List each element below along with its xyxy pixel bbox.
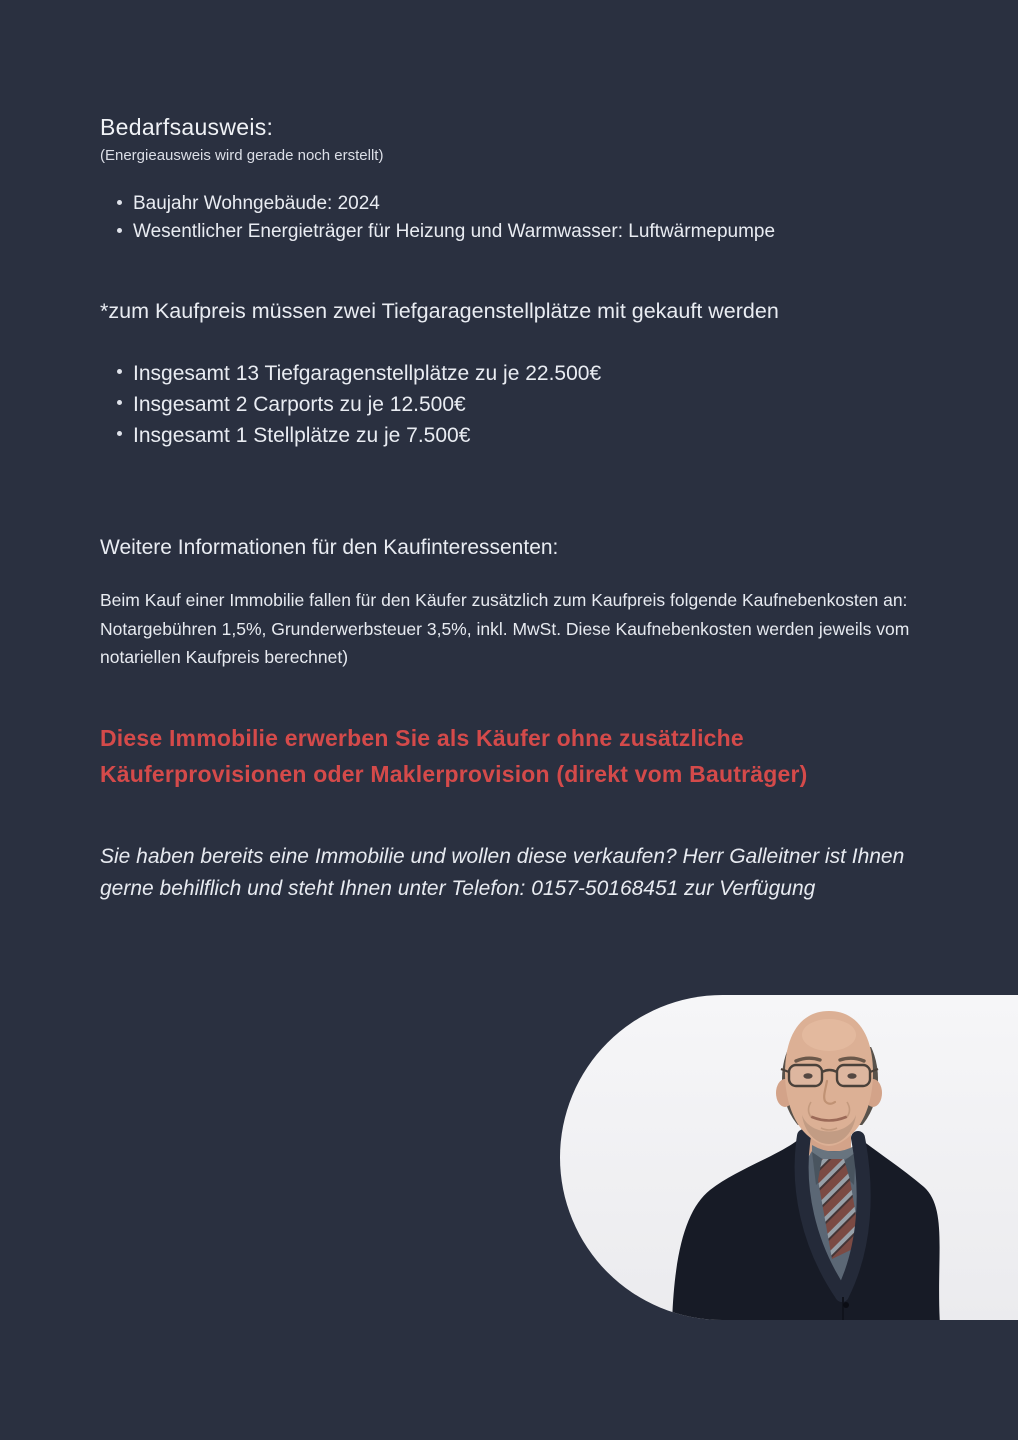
text-line: Beim Kauf einer Immobilie fallen für den Käufer zusätzlich zum Kaufpreis folgende Kaufnebenkosten an: [100, 590, 908, 610]
buyer-info-title: Weitere Informationen für den Kaufinteressenten: [100, 536, 559, 559]
commission-highlight [100, 720, 960, 792]
text-line: gerne behilflich und steht Ihnen unter Telefon: 0157-50168451 zur Verfügung [100, 877, 816, 900]
agent-cardigan [672, 1135, 940, 1320]
list-item: Insgesamt 1 Stellplätze zu je 7.500€ [100, 420, 601, 451]
text-line: Diese Immobilie erwerben Sie als Käufer ohne zusätzliche [100, 725, 744, 751]
buyer-info-body [100, 586, 1000, 672]
agent-photo [560, 995, 1018, 1320]
energy-certificate-list [100, 190, 775, 246]
list-item: Insgesamt 13 Tiefgaragenstellplätze zu je 22.500€ [100, 358, 601, 389]
parking-list [100, 358, 601, 451]
text-line: Käuferprovisionen oder Maklerprovision (direkt vom Bauträger) [100, 761, 808, 787]
agent-portrait-illustration [560, 995, 1018, 1320]
energy-certificate-title: Bedarfsausweis: [100, 114, 274, 140]
list-item: Insgesamt 2 Carports zu je 12.500€ [100, 389, 601, 420]
text-line: Sie haben bereits eine Immobilie und wollen diese verkaufen? Herr Galleitner ist Ihnen [100, 845, 905, 868]
energy-certificate-note: (Energieausweis wird gerade noch erstellt) [100, 147, 384, 164]
text-line: notariellen Kaufpreis berechnet) [100, 647, 349, 667]
sell-offer-note [100, 841, 1010, 905]
list-item: Wesentlicher Energieträger für Heizung und Warmwasser: Luftwärmepumpe [100, 218, 775, 246]
text-line: Notargebühren 1,5%, Grunderwerbsteuer 3,5%, inkl. MwSt. Diese Kaufnebenkosten werden jeweils vom [100, 618, 910, 639]
purchase-note: *zum Kaufpreis müssen zwei Tiefgaragenstellplätze mit gekauft werden [100, 299, 779, 323]
list-item: Baujahr Wohngebäude: 2024 [100, 190, 775, 218]
